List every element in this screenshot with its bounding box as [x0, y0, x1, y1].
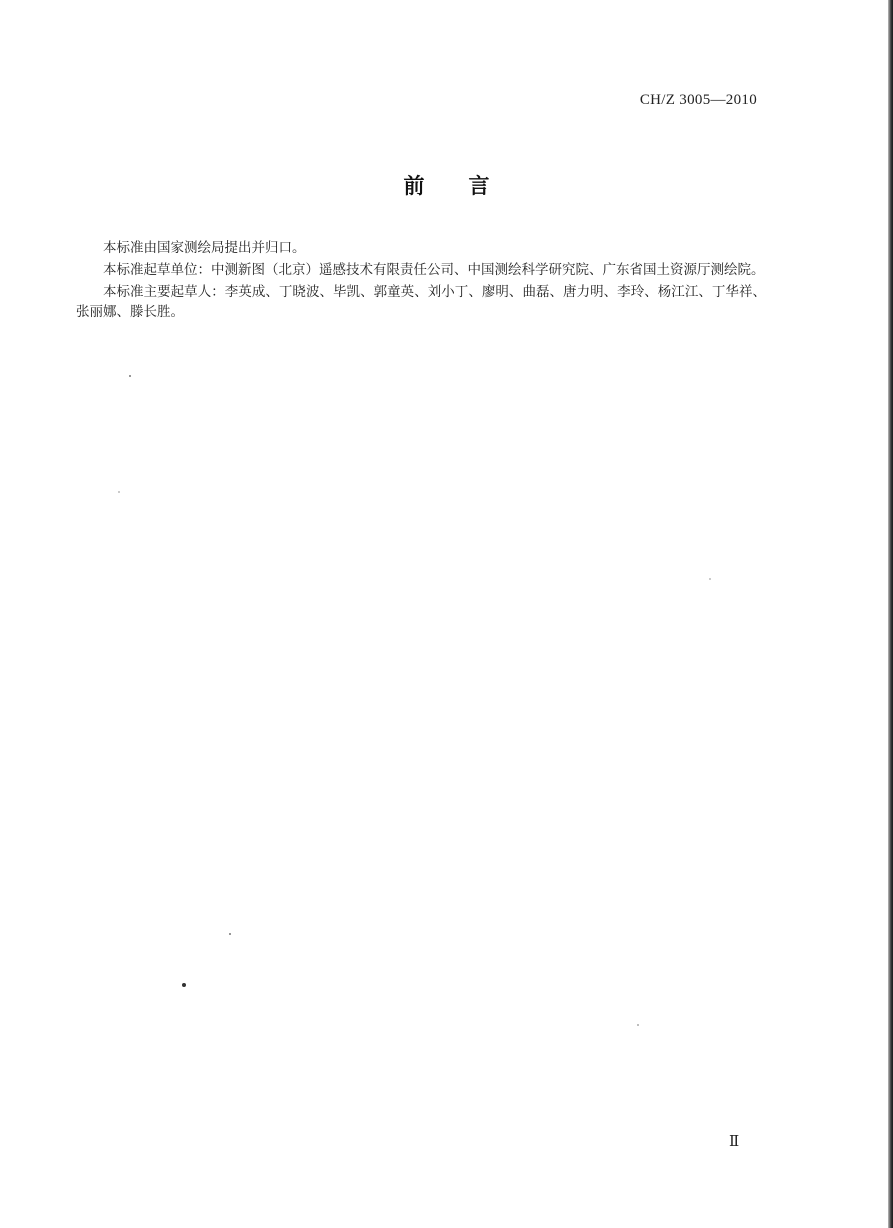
page-number: Ⅱ	[729, 1134, 740, 1150]
scan-speck	[709, 578, 711, 580]
foreword-body	[76, 238, 766, 324]
scan-speck	[182, 983, 186, 987]
standard-code: CH/Z 3005—2010	[639, 92, 757, 108]
paragraph-drafters: 本标准主要起草人：李英成、丁晓波、毕凯、郭童英、刘小丁、廖明、曲磊、唐力明、李玲、杨江江、丁华祥、张丽娜、滕长胜。	[76, 284, 766, 320]
scan-speck	[637, 1024, 639, 1026]
scan-speck	[118, 491, 120, 493]
paragraph-proposer: 本标准由国家测绘局提出并归口。	[103, 240, 306, 256]
paragraph-drafting-units: 本标准起草单位：中测新图（北京）遥感技术有限责任公司、中国测绘科学研究院、广东省国土资源厅测绘院。	[103, 262, 765, 278]
scan-speck	[229, 933, 231, 935]
scan-speck	[129, 375, 131, 377]
section-title: 前言	[403, 174, 534, 198]
